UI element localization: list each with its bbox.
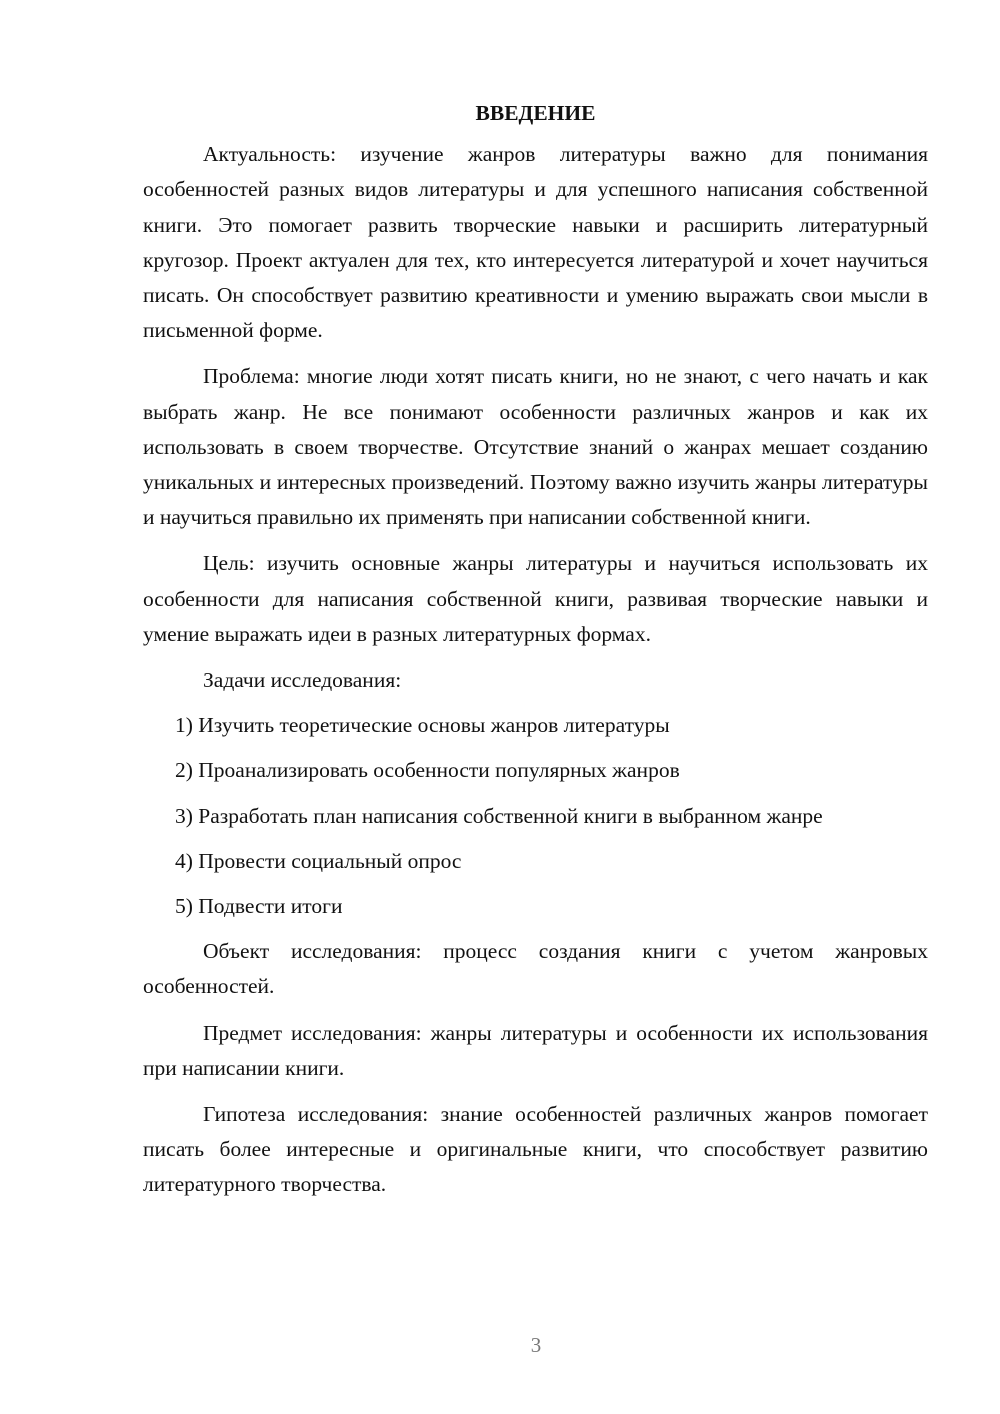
page-number: 3 [530, 1333, 542, 1357]
task-item-4: 4) Провести социальный опрос [175, 848, 462, 873]
task-item-3: 3) Разработать план написания собственной книги в выбранном жанре [175, 803, 823, 828]
task-item-5: 5) Подвести итоги [175, 894, 343, 919]
goal-paragraph: Цель: изучить основные жанры литературы и научиться использовать их особенности для написания собственной книги, развивая творческие навыки и умение выражать идеи в разных литературных формах. [143, 551, 928, 646]
relevance-paragraph: Актуальность: изучение жанров литературы важно для понимания особенностей разных видов литературы и для успешного написания собственной книги. Это помогает развить творческие навыки и расширить литературный кругозор. Проект актуален для тех, кто интересуется литературой и хочет научиться писать. Он способствует развитию креативности и умению выражать свои мысли в письменной форме. [143, 142, 928, 343]
subject-paragraph: Предмет исследования: жанры литературы и особенности их использования при написании книги. [143, 1020, 928, 1080]
section-title: ВВЕДЕНИЕ [475, 101, 596, 125]
page-content [143, 96, 928, 1214]
task-item-2: 2) Проанализировать особенности популярных жанров [175, 758, 680, 783]
object-paragraph: Объект исследования: процесс создания книги с учетом жанровых особенностей. [143, 939, 928, 999]
tasks-heading: Задачи исследования: [203, 668, 402, 693]
problem-paragraph: Проблема: многие люди хотят писать книги, но не знают, с чего начать и как выбрать жанр. Не все понимают особенности различных жанров и как их использовать в своем творчестве. Отсутствие знаний о жанрах мешает созданию уникальных и интересных произведений. Поэтому важно изучить жанры литературы и научиться правильно их применять при написании собственной книги. [143, 364, 928, 530]
hypothesis-paragraph: Гипотеза исследования: знание особенностей различных жанров помогает писать более интересные и оригинальные книги, что способствует развитию литературного творчества. [143, 1102, 928, 1197]
task-list [143, 708, 928, 924]
task-item-1: 1) Изучить теоретические основы жанров литературы [175, 713, 670, 738]
